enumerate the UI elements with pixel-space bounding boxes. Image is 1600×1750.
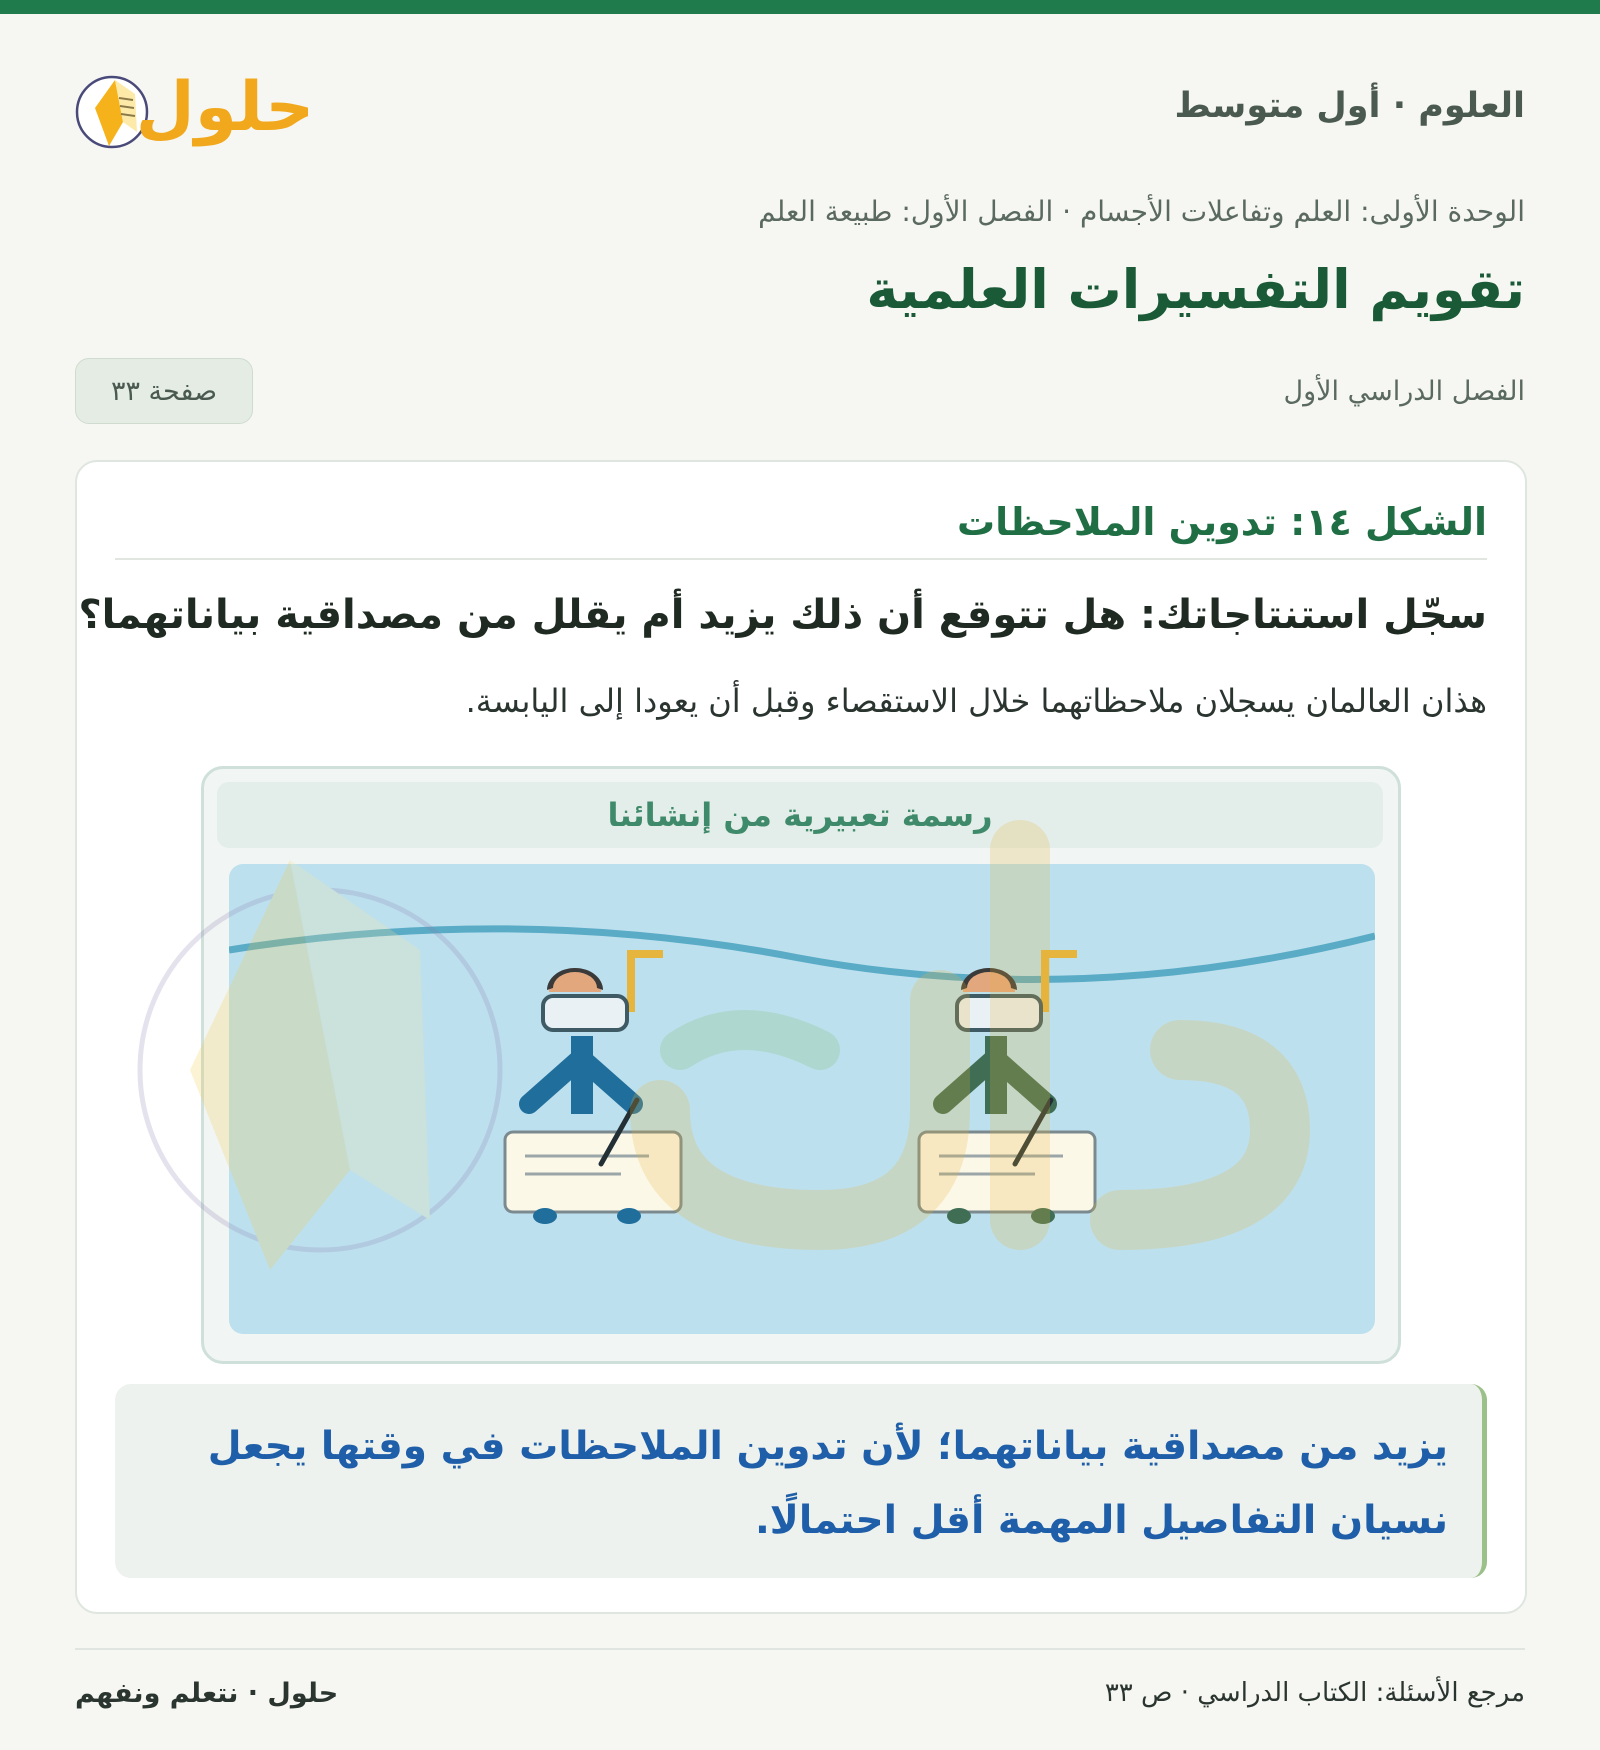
footer-brand: حلول · نتعلم ونفهم [75,1678,339,1709]
logo-wordmark: حلول [135,68,315,147]
illustration-caption: رسمة تعبيرية من إنشائنا [217,782,1383,848]
subject-label: العلوم · أول متوسط [1174,86,1525,126]
question-text: سجّل استنتاجاتك: هل تتوقع أن ذلك يزيد أم يقلل من مصداقية بياناتهما؟ [78,592,1487,638]
illustration-frame [201,766,1401,1364]
page-title: تقويم التفسيرات العلمية [866,258,1525,321]
divers-illustration [229,864,1375,1334]
term-label: الفصل الدراسي الأول [1283,376,1525,407]
top-accent-bar [0,0,1600,14]
figure-title: الشكل ١٤: تدوين الملاحظات [956,500,1487,544]
header [75,50,1525,170]
question-description: هذان العالمان يسجلان ملاحظاتهما خلال الاستقصاء وقبل أن يعودا إلى اليابسة. [465,682,1487,720]
footer-divider [75,1648,1525,1650]
question-card [75,460,1527,1614]
breadcrumb: الوحدة الأولى: العلم وتفاعلات الأجسام · الفصل الأول: طبيعة العلم [758,195,1525,228]
answer-box: يزيد من مصداقية بياناتهما؛ لأن تدوين الملاحظات في وقتها يجعل نسيان التفاصيل المهمة أقل احتمالًا. [115,1384,1487,1578]
hulool-logo[interactable] [75,50,335,160]
divider [115,558,1487,560]
page-number-badge: صفحة ٣٣ [75,358,253,424]
footer-reference: مرجع الأسئلة: الكتاب الدراسي · ص ٣٣ [1104,1678,1525,1708]
